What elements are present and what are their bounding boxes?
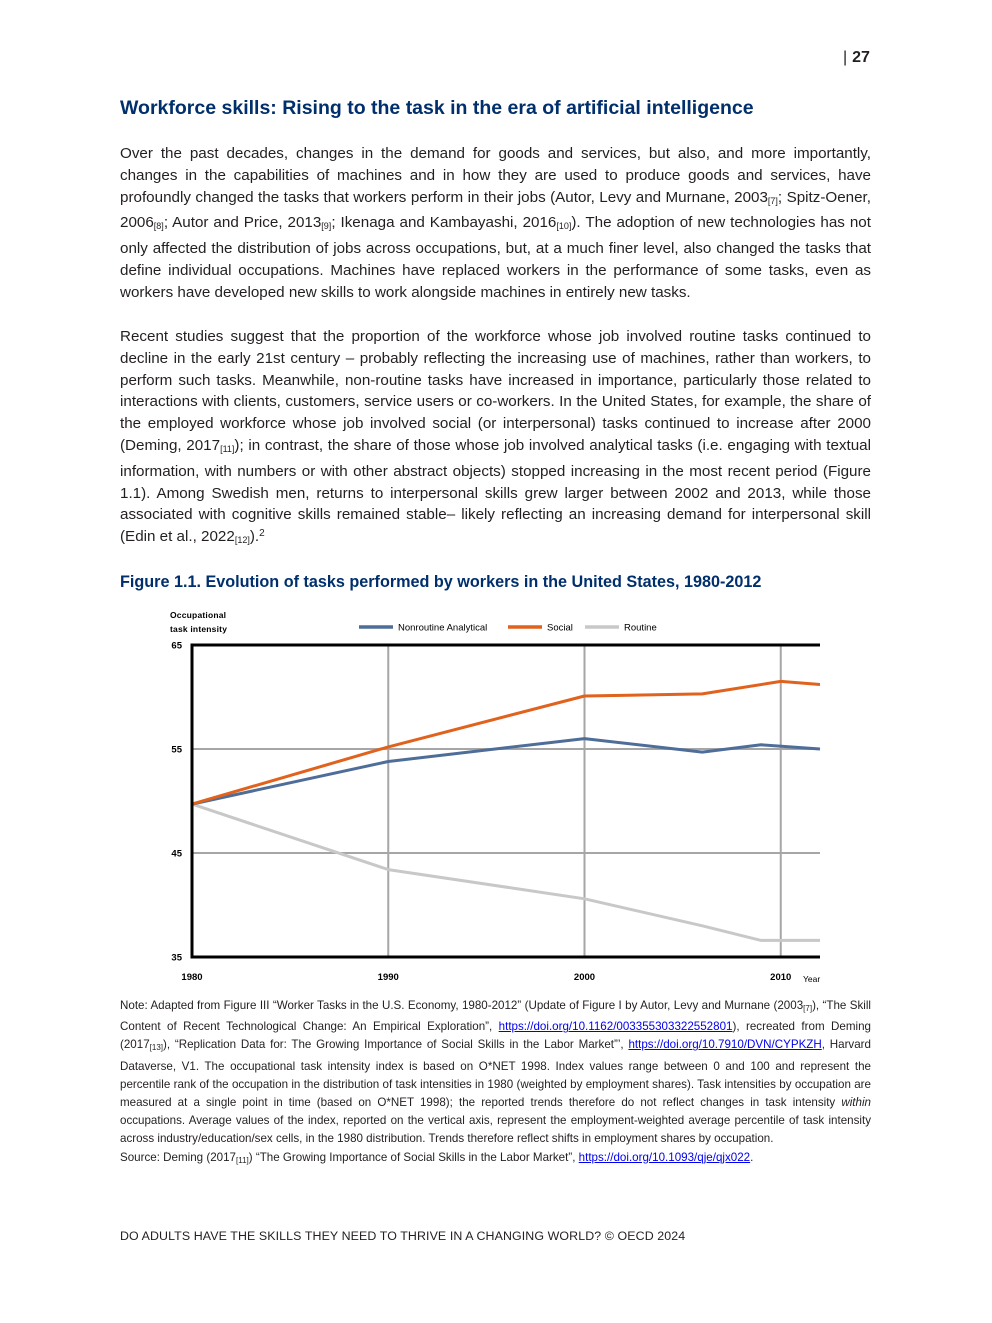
- series-line-social: [192, 681, 820, 804]
- citation-ref[interactable]: [11]: [220, 443, 235, 454]
- doi-link[interactable]: https://doi.org/10.1093/qje/qjx022: [578, 1150, 751, 1164]
- legend-label: Routine: [624, 622, 657, 634]
- citation-ref[interactable]: [7]: [803, 1004, 813, 1013]
- figure-source: Source: Deming $(2017_{[11]})$ “The Growing Importance of Social Skills in the Labor Market”, https://doi.org/10.1093/qje/qjx022.: [120, 1150, 754, 1165]
- y-tick-label: 45: [171, 848, 182, 860]
- doi-link[interactable]: https://doi.org/10.1162/003355303322552801: [498, 1020, 733, 1034]
- doi-link[interactable]: https://doi.org/10.7910/DVN/CYPKZH: [628, 1038, 822, 1052]
- chart-series: [192, 681, 820, 940]
- citation-ref[interactable]: [10]: [556, 221, 572, 232]
- y-axis-label-line2: task intensity: [170, 624, 228, 634]
- legend-label: Nonroutine Analytical: [398, 622, 488, 634]
- y-axis-label-line1: Occupational: [170, 610, 227, 620]
- chart-grid: [192, 645, 820, 957]
- body-paragraph-2: Recent studies suggest that the proportion of the workforce whose job involved routine tasks continued to decline in the early 21st century – probably reflecting the increasing use of machines, rather than workers, to perform such tasks. Meanwhile, non-routine tasks have increased in importance, particularly those related to interactions with clients, customers, service users or co-workers. In the United States, for example, the share of the employed workforce whose job involved social (or interpersonal) tasks continued to increase after 2000 (Deming, $2017_{[11]}$); in contrast, the share of those whose job involved analytical tasks (i.e. engaging with textual information, with numbers or with other abstract objects) stopped increasing in the most recent period (Figure 1.1). Among Swedish men, returns to interpersonal skills grew larger between 2002 and 2013, while those associated with cognitive skills remained stable– likely reflecting an increasing demand for interpersonal skill (Edin et al., $2022_{[12]}).^2$: [120, 328, 871, 546]
- x-axis-label: Year: [803, 974, 821, 984]
- citation-ref[interactable]: [12]: [234, 535, 250, 546]
- y-tick-label: 55: [171, 744, 182, 756]
- line-chart: [160, 600, 830, 992]
- page-number: | 27: [843, 49, 870, 66]
- figure-title: Figure 1.1. Evolution of tasks performed by workers in the United States, 1980-2012: [120, 573, 762, 591]
- x-tick-label: 2010: [770, 972, 792, 983]
- body-paragraph-1: Over the past decades, changes in the demand for goods and services, but also, and more importantly, changes in the capabilities of machines and in how they are used to produce goods and services, have profoundly changed the tasks that workers perform in their jobs (Autor, Levy and Murnane, $2003_{[7]}$; Spitz-Oener, $2006_{[8]}$; Autor and Price, $2013_{[9]}$; Ikenaga and Kambayashi, $2016_{[10]}$). The adoption of new technologies has not only affected the distribution of jobs across occupations, but, at a much finer level, also changed the tasks that define individual occupations. Machines have replaced workers in the performance of some tasks, even as workers have developed new skills to work alongside machines in entirely new tasks.: [120, 145, 871, 301]
- citation-ref[interactable]: [11]: [236, 1155, 249, 1165]
- citation-ref[interactable]: [8]: [153, 221, 164, 232]
- citation-ref[interactable]: [9]: [321, 221, 332, 232]
- citation-ref[interactable]: [7]: [767, 195, 778, 206]
- section-title: Workforce skills: Rising to the task in the era of artificial intelligence: [120, 97, 754, 119]
- figure-notes: [120, 997, 871, 1170]
- y-tick-label: 65: [171, 640, 182, 652]
- chart-tick-labels: [171, 641, 791, 984]
- page-footer: DO ADULTS HAVE THE SKILLS THEY NEED TO THRIVE IN A CHANGING WORLD? © OECD 2024: [120, 1229, 686, 1243]
- series-line-routine: [192, 804, 820, 940]
- footnote-marker[interactable]: 2: [259, 528, 265, 540]
- chart-legend: [359, 623, 657, 634]
- page-number-value: 27: [852, 49, 870, 66]
- x-tick-label: 1990: [377, 972, 399, 983]
- legend-label: Social: [547, 622, 573, 634]
- y-tick-label: 35: [171, 952, 182, 964]
- figure-note: Note: Adapted from Figure III “Worker Tasks in the U.S. Economy, 1980-2012” (Update of Figure I by Autor, Levy and Murnane $(2003_{[7]})$, “The Skill Content of Recent Technological Change: An Empirical Exploration”, https://doi.org/10.1162/003355303322552801), recreated from Deming $(2017_{[13]})$, “Replication Data for: The Growing Importance of Social Skills in the Labor Market”’, https://doi.org/10.7910/DVN/CYPKZH, Harvard Dataverse, V1. The occupational task intensity index is based on O*NET 1998. Index values range between 0 and 100 and represent the percentile rank of the occupation in the distribution of task intensities in 1980 (weighted by employment shares). Task intensities by occupation are measured at a single point in time (based on O*NET 1998); the reported trends therefore do not reflect changes in task intensity within occupations. Average values of the index, reported on the vertical axis, represent the employment-weighted average percentile of task intensity across industry/education/sex cells, in the 1980 distribution. Trends therefore reflect shifts in employment shares by occupation.: [120, 999, 871, 1146]
- x-tick-label: 2000: [573, 972, 596, 983]
- x-tick-label: 1980: [181, 972, 203, 983]
- citation-ref[interactable]: [13]: [149, 1043, 163, 1053]
